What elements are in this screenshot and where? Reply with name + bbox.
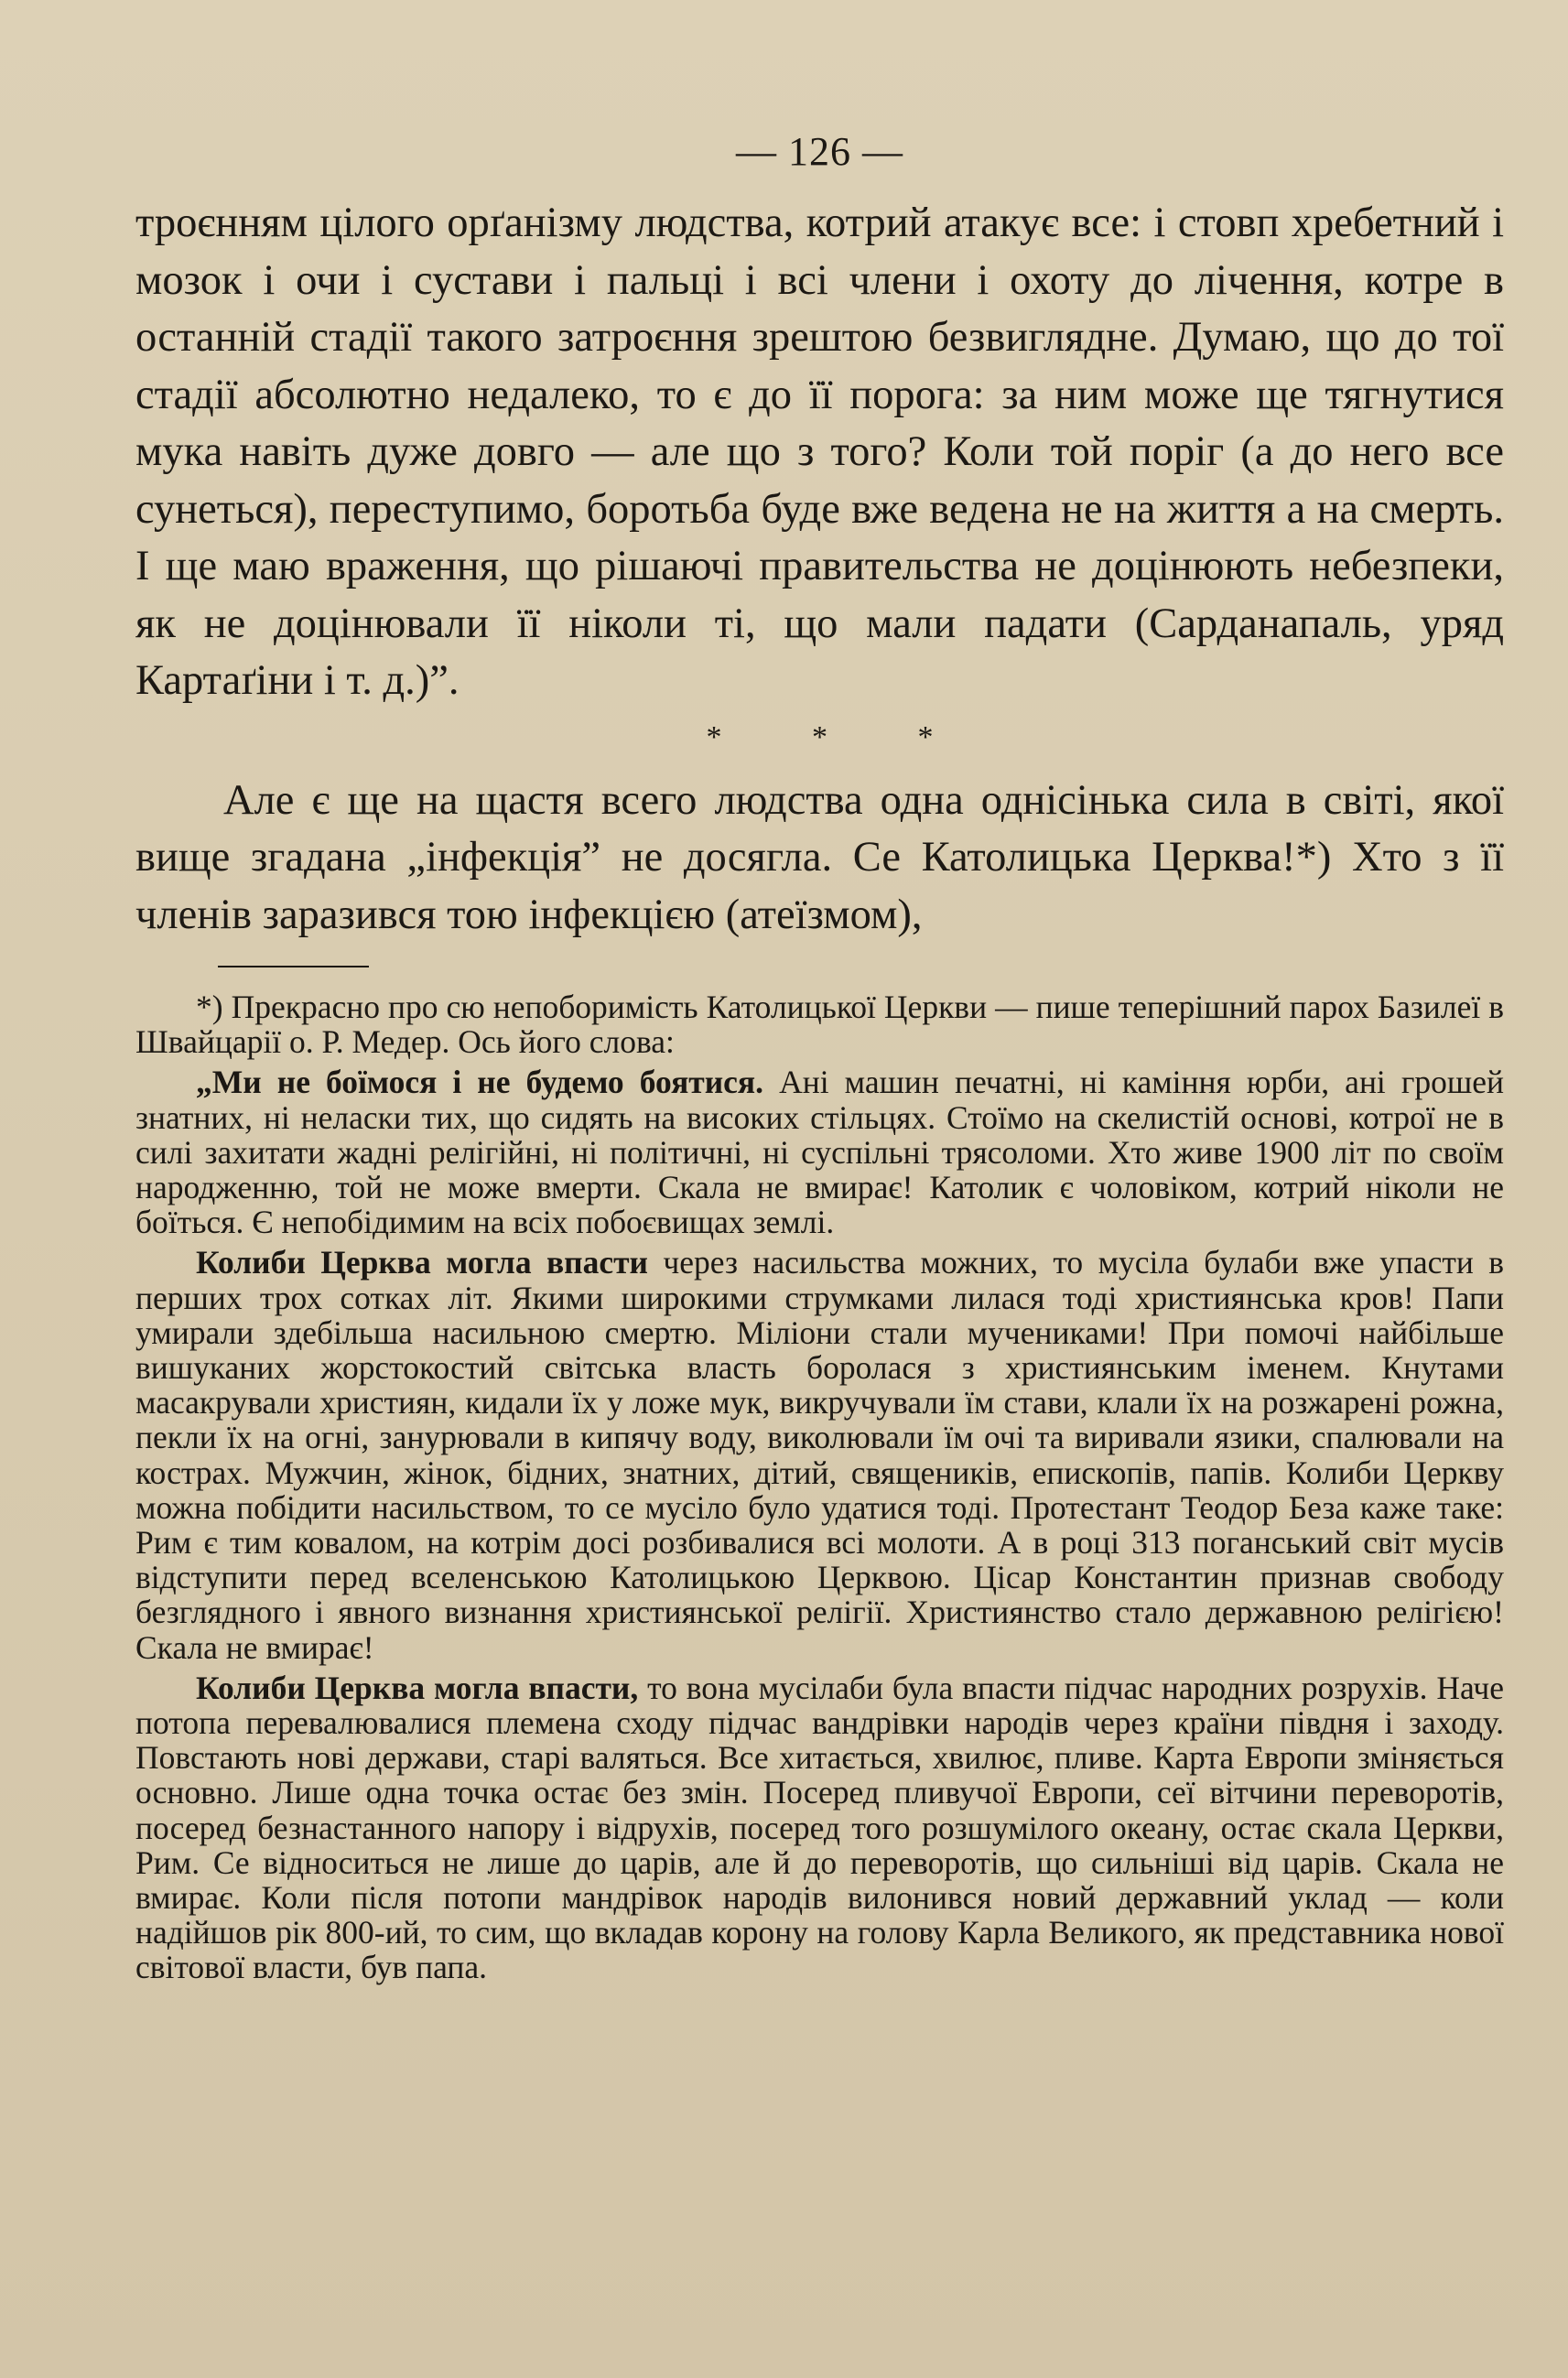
footnote-paragraph-4 [135, 1670, 1504, 1985]
footnote [135, 989, 1504, 1985]
page-number: — 126 — [736, 129, 903, 174]
footnote-bold-lead: „Ми не боїмося і не будемо боятися. [196, 1064, 764, 1101]
footnote-text: через насильства можних, то мусіла булаби вже упасти в перших трох сотках літ. Якими широкими струмками лилася тоді християнська кров! Папи умирали здебільша насильною смертю. Міліони стали мучениками! При помочі найбільше вишуканих жорстокостий світська власть боролася з християнським іменем. Кнутами масакрували християн, кидали їх у ложе мук, викручували їм стави, клали їх на розжарені рожна, пекли їх на огні, занурювали в кипячу воду, виколювали їм очі та виривали язики, спалювали на кострах. Мужчин, жінок, бідних, знатних, дітий, священиків, епископів, папів. Колиби Церкву можна побідити насильством, то се мусіло було удатися тоді. Протестант Теодор Беза каже таке: Рим є тим ковалом, на котрім досі розбивалися всі молоти. А в році 313 поганський світ мусів відступити перед вселенською Католицькою Церквою. Цісар Константин признав свободу безглядного і явного визнання християнської релігії. Християнство стало державною релігією! Скала не вмирає! [135, 1244, 1504, 1666]
footnote-paragraph-3 [135, 1245, 1504, 1664]
section-separator: * * * [706, 719, 934, 754]
main-paragraph-1: троєнням цілого орґанізму людства, котрий атакує все: і стовп хребетний і мозок і очи і сустави і пальці і всі члени і охоту до лічення, котре в останній стадії такого затроєння зрештою безвиглядне. Думаю, що до тої стадії абсолютно недалеко, то є до її порога: за ним може ще тягнутися мука навіть дуже довго — але що з того? Коли той поріг (а до него все сунеться), переступимо, боротьба буде вже ведена не на життя а на смерть. І ще маю враження, що рішаючі правительства не доцінюють небезпеки, як не доцінювали її ніколи ті, що мали падати (Сарданапаль, уряд Картаґіни і т. д.)”. [135, 200, 1504, 704]
footnote-paragraph-1: *) Прекрасно про сю непоборимість Католицької Церкви — пише теперішний парох Базилеї в Швайцарії о. Р. Медер. Ось його слова: [135, 989, 1504, 1061]
main-text [135, 195, 1504, 944]
footnote-text: Ані машин печатні, ні каміння юрби, ані грошей знатних, ні неласки тих, що сидять на високих стільцях. Стоїмо на скелистій основі, котрої не в силі захитати жадні релігійні, ні політичні, ні суспільні трясоломи. Хто живе 1900 літ по своїм народженню, той не може вмерти. Скала не вмирає! Католик є чоловіком, котрий ніколи не боїться. Є непобідимим на всіх побоєвищах землі. [135, 1064, 1505, 1241]
main-paragraph-2: Але є ще на щастя всего людства одна однісінька сила в світі, якої вище згадана „інфекція” не досягла. Се Католицька Церква!*) Хто з її членів заразився тою інфекцією (атеїзмом), [135, 776, 1504, 938]
footnote-text: то вона мусілаби була впасти підчас народних розрухів. Наче потопа перевалювалися племена сходу підчас вандрівки народів через країни півдня і заходу. Повстають нові держави, старі валяться. Все хитається, хвилює, пливе. Карта Европи зміняється основно. Лише одна точка остає без змін. Посеред пливучої Европи, сеї вітчини переворотів, посеред безнастанного напору і відрухів, посеред того розшумілого океану, остає скала Церкви, Рим. Се відноситься не лише до царів, але й до переворотів, що сильніші від царів. Скала не вмирає. Коли після потопи мандрівок народів вилонився новий державний уклад — коли надійшов рік 800-ий, то сим, що вкладав корону на голову Карла Великого, як представника нової світової власти, був папа. [135, 1669, 1504, 1986]
footnote-paragraph-2 [135, 1065, 1504, 1239]
footnote-rule [218, 966, 369, 967]
footnote-bold-lead: Колиби Церква могла впасти, [196, 1669, 639, 1706]
footnote-bold-lead: Колиби Церква могла впасти [196, 1244, 648, 1281]
